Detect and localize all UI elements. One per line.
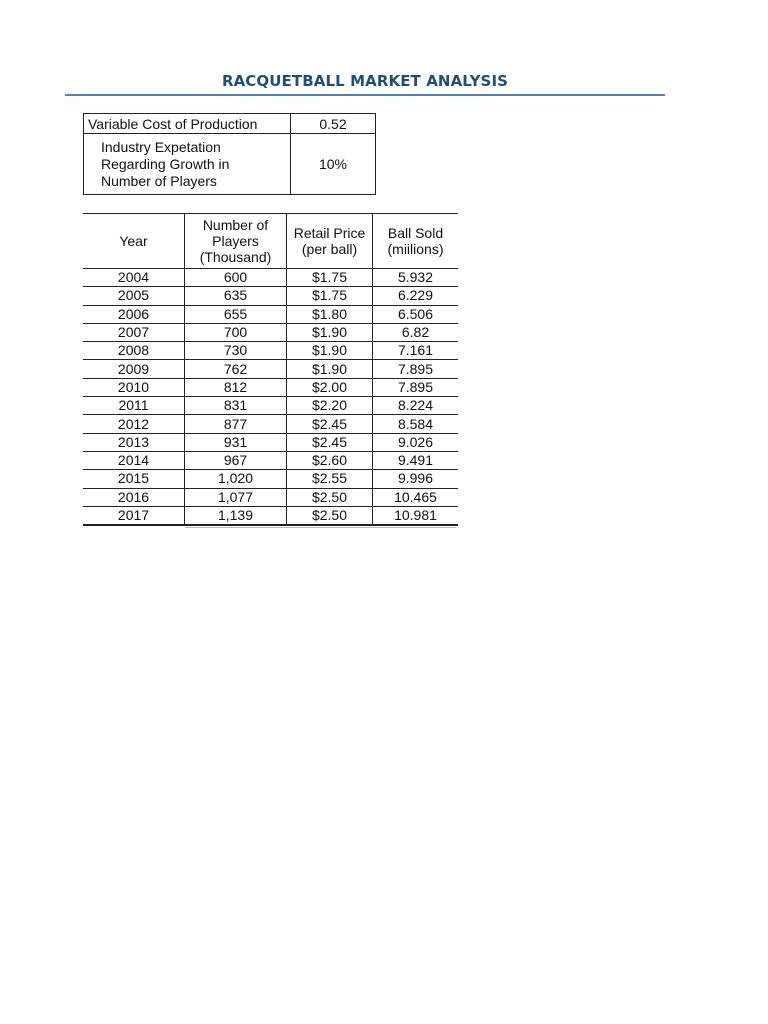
growth-label: [84, 134, 291, 195]
variable-cost-label: Variable Cost of Production: [84, 114, 291, 134]
cell-sold: 5.932: [373, 269, 459, 287]
cell-sold: 7.161: [373, 342, 459, 360]
cell-sold: 6.506: [373, 305, 459, 323]
table-row: [83, 342, 458, 360]
table-body: [83, 269, 458, 526]
cell-players: 831: [185, 397, 287, 415]
cell-players: 600: [185, 269, 287, 287]
table-row: [83, 433, 458, 451]
growth-label-line: Number of Players: [101, 172, 217, 189]
cell-price: $2.60: [287, 451, 373, 469]
cell-sold: 6.229: [373, 287, 459, 305]
cell-price: $1.90: [287, 323, 373, 341]
cell-price: $2.50: [287, 488, 373, 506]
cell-sold: 8.224: [373, 397, 459, 415]
cell-players: 877: [185, 415, 287, 433]
cell-year: 2013: [83, 433, 185, 451]
header-sold-line: Ball Sold: [387, 225, 444, 241]
cell-players: 655: [185, 305, 287, 323]
table-row: [83, 287, 458, 305]
header-year: [83, 214, 185, 269]
cell-year: 2017: [83, 506, 185, 525]
cell-price: $2.50: [287, 506, 373, 525]
cell-players: 762: [185, 360, 287, 378]
table-row: [83, 470, 458, 488]
header-price: [287, 214, 373, 269]
cell-year: 2007: [83, 323, 185, 341]
market-data-table: [83, 213, 458, 526]
header-price-line: (per ball): [301, 241, 358, 257]
table-bottom-rule: [185, 527, 456, 528]
table-row: [83, 415, 458, 433]
cell-players: 931: [185, 433, 287, 451]
cell-sold: 7.895: [373, 360, 459, 378]
table-row: [83, 378, 458, 396]
cell-sold: 9.026: [373, 433, 459, 451]
cell-year: 2014: [83, 451, 185, 469]
growth-value: 10%: [291, 134, 376, 195]
table-row: [83, 305, 458, 323]
cell-players: 1,077: [185, 488, 287, 506]
table-row: [83, 451, 458, 469]
growth-label-line: Regarding Growth in: [101, 155, 230, 172]
table-header-row: [83, 214, 458, 269]
cell-sold: 8.584: [373, 415, 459, 433]
variable-cost-value: 0.52: [291, 114, 376, 134]
cell-price: $1.75: [287, 269, 373, 287]
cell-price: $2.45: [287, 415, 373, 433]
table-row: [83, 360, 458, 378]
cell-players: 700: [185, 323, 287, 341]
variable-cost-row: [84, 114, 376, 134]
cell-players: 1,139: [185, 506, 287, 525]
cell-sold: 10.465: [373, 488, 459, 506]
cell-year: 2006: [83, 305, 185, 323]
cell-year: 2015: [83, 470, 185, 488]
cell-price: $1.75: [287, 287, 373, 305]
title-rule: [65, 94, 665, 96]
cell-year: 2008: [83, 342, 185, 360]
table-row: [83, 269, 458, 287]
cell-sold: 9.996: [373, 470, 459, 488]
header-players-line: (Thousand): [199, 249, 272, 265]
table-row: [83, 506, 458, 525]
cell-year: 2012: [83, 415, 185, 433]
cell-players: 1,020: [185, 470, 287, 488]
cell-year: 2010: [83, 378, 185, 396]
header-sold-line: (miilions): [387, 241, 444, 257]
cell-players: 730: [185, 342, 287, 360]
growth-row: [84, 134, 376, 195]
cell-sold: 9.491: [373, 451, 459, 469]
cell-year: 2016: [83, 488, 185, 506]
cell-price: $2.00: [287, 378, 373, 396]
cell-sold: 7.895: [373, 378, 459, 396]
header-players: [185, 214, 287, 269]
cell-players: 812: [185, 378, 287, 396]
cell-price: $1.90: [287, 360, 373, 378]
header-price-line: Retail Price: [293, 225, 366, 241]
cell-year: 2011: [83, 397, 185, 415]
table-row: [83, 397, 458, 415]
header-sold: [373, 214, 459, 269]
table-row: [83, 323, 458, 341]
cell-year: 2009: [83, 360, 185, 378]
cell-year: 2004: [83, 269, 185, 287]
cell-sold: 10.981: [373, 506, 459, 525]
header-year-line: Year: [119, 233, 148, 249]
growth-label-line: Industry Expetation: [101, 138, 221, 155]
cell-price: $2.45: [287, 433, 373, 451]
parameters-table: [83, 113, 376, 195]
cell-players: 635: [185, 287, 287, 305]
cell-sold: 6.82: [373, 323, 459, 341]
cell-price: $2.55: [287, 470, 373, 488]
cell-year: 2005: [83, 287, 185, 305]
header-players-line: Number of: [202, 217, 269, 233]
header-players-line: Players: [212, 233, 259, 249]
cell-players: 967: [185, 451, 287, 469]
cell-price: $2.20: [287, 397, 373, 415]
page-title: RACQUETBALL MARKET ANALYSIS: [221, 72, 509, 90]
cell-price: $1.90: [287, 342, 373, 360]
cell-price: $1.80: [287, 305, 373, 323]
table-row: [83, 488, 458, 506]
